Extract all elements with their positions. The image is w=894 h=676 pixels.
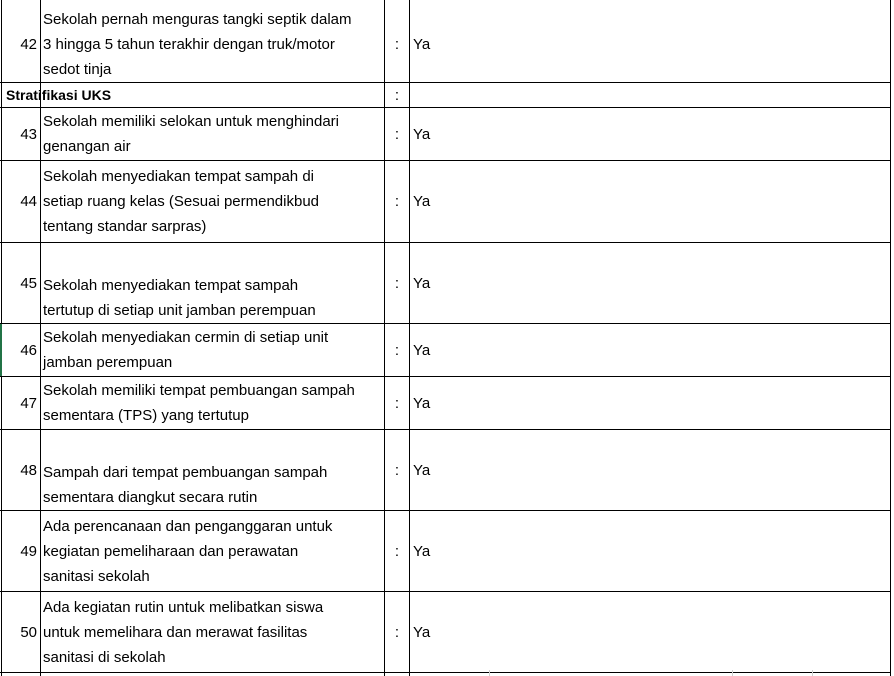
criteria-cell[interactable]	[41, 377, 384, 429]
row-number-cell[interactable]: 48	[20, 461, 37, 479]
criteria-cell[interactable]	[41, 243, 384, 323]
row-number-cell[interactable]: 44	[20, 193, 37, 210]
criteria-line: setiap ruang kelas (Sesuai permendikbud	[43, 193, 319, 210]
criteria-line: Sampah dari tempat pembuangan sampah	[43, 464, 328, 481]
row-number-cell[interactable]: 45	[20, 274, 37, 292]
criteria-line: sementara (TPS) yang tertutup	[43, 407, 249, 424]
criteria-line: Ada perencanaan dan penganggaran untuk	[43, 517, 333, 535]
criteria-line: Sekolah menyediakan tempat sampah di	[43, 168, 314, 185]
colon-cell[interactable]: :	[394, 193, 400, 210]
answer-cell[interactable]: Ya	[413, 623, 431, 641]
answer-cell[interactable]: Ya	[413, 394, 431, 412]
colon-cell[interactable]: :	[394, 542, 400, 560]
answer-cell[interactable]	[410, 83, 890, 107]
criteria-cell[interactable]	[41, 161, 384, 242]
column-border	[890, 0, 891, 676]
criteria-cell[interactable]	[41, 108, 384, 160]
criteria-line: Sekolah memiliki selokan untuk menghindari	[43, 113, 339, 130]
colon-cell[interactable]: :	[394, 125, 400, 143]
criteria-line: sedot tinja	[43, 60, 112, 78]
criteria-cell[interactable]	[41, 324, 384, 376]
criteria-line: jamban perempuan	[43, 354, 173, 371]
answer-cell[interactable]: Ya	[413, 341, 431, 359]
criteria-line: Sekolah pernah menguras tangki septik dalam	[43, 10, 352, 28]
criteria-line: untuk memelihara dan merawat fasilitas	[43, 623, 308, 641]
criteria-line: tertutup di setiap unit jamban perempuan	[43, 302, 316, 319]
criteria-line: sanitasi sekolah	[43, 567, 150, 585]
row-number-cell[interactable]: 49	[20, 542, 37, 560]
colon-cell[interactable]: :	[394, 35, 400, 53]
answer-cell[interactable]: Ya	[413, 35, 431, 53]
colon-cell[interactable]: :	[394, 394, 400, 412]
colon-cell[interactable]: :	[394, 274, 400, 292]
answer-cell[interactable]: Ya	[413, 125, 431, 143]
criteria-line: Ada kegiatan rutin untuk melibatkan siswa	[43, 598, 324, 616]
colon-cell[interactable]: :	[394, 623, 400, 641]
row-number-cell[interactable]: 47	[20, 394, 37, 412]
criteria-cell[interactable]	[41, 592, 384, 672]
criteria-line: Sekolah memiliki tempat pembuangan sampah	[43, 382, 355, 399]
row-number-cell[interactable]: 46	[20, 341, 37, 359]
criteria-line: Sekolah menyediakan tempat sampah	[43, 277, 299, 294]
section-title: Stratifikasi UKS	[6, 86, 112, 103]
row-border	[0, 672, 890, 673]
criteria-cell[interactable]	[41, 430, 384, 510]
criteria-line: sanitasi di sekolah	[43, 648, 166, 666]
answer-cell[interactable]: Ya	[413, 542, 431, 560]
answer-cell[interactable]: Ya	[413, 193, 431, 210]
criteria-line: 3 hingga 5 tahun terakhir dengan truk/motor	[43, 35, 335, 53]
colon-cell[interactable]: :	[394, 461, 400, 479]
section-header-cell[interactable]	[6, 83, 384, 107]
criteria-line: sementara diangkut secara rutin	[43, 489, 258, 506]
criteria-line: genangan air	[43, 138, 131, 155]
criteria-line: Sekolah menyediakan cermin di setiap unit	[43, 329, 329, 346]
criteria-cell[interactable]	[41, 6, 384, 82]
criteria-line: tentang standar sarpras)	[43, 218, 207, 235]
colon-cell[interactable]: :	[394, 86, 400, 104]
row-number-cell[interactable]: 50	[20, 623, 37, 641]
criteria-cell[interactable]	[41, 511, 384, 591]
answer-cell[interactable]: Ya	[413, 461, 431, 479]
criteria-line: kegiatan pemeliharaan dan perawatan	[43, 542, 299, 560]
answer-cell[interactable]: Ya	[413, 274, 431, 292]
row-number-cell[interactable]: 42	[20, 35, 37, 53]
colon-cell[interactable]: :	[394, 341, 400, 359]
row-number-cell[interactable]: 43	[20, 125, 37, 143]
